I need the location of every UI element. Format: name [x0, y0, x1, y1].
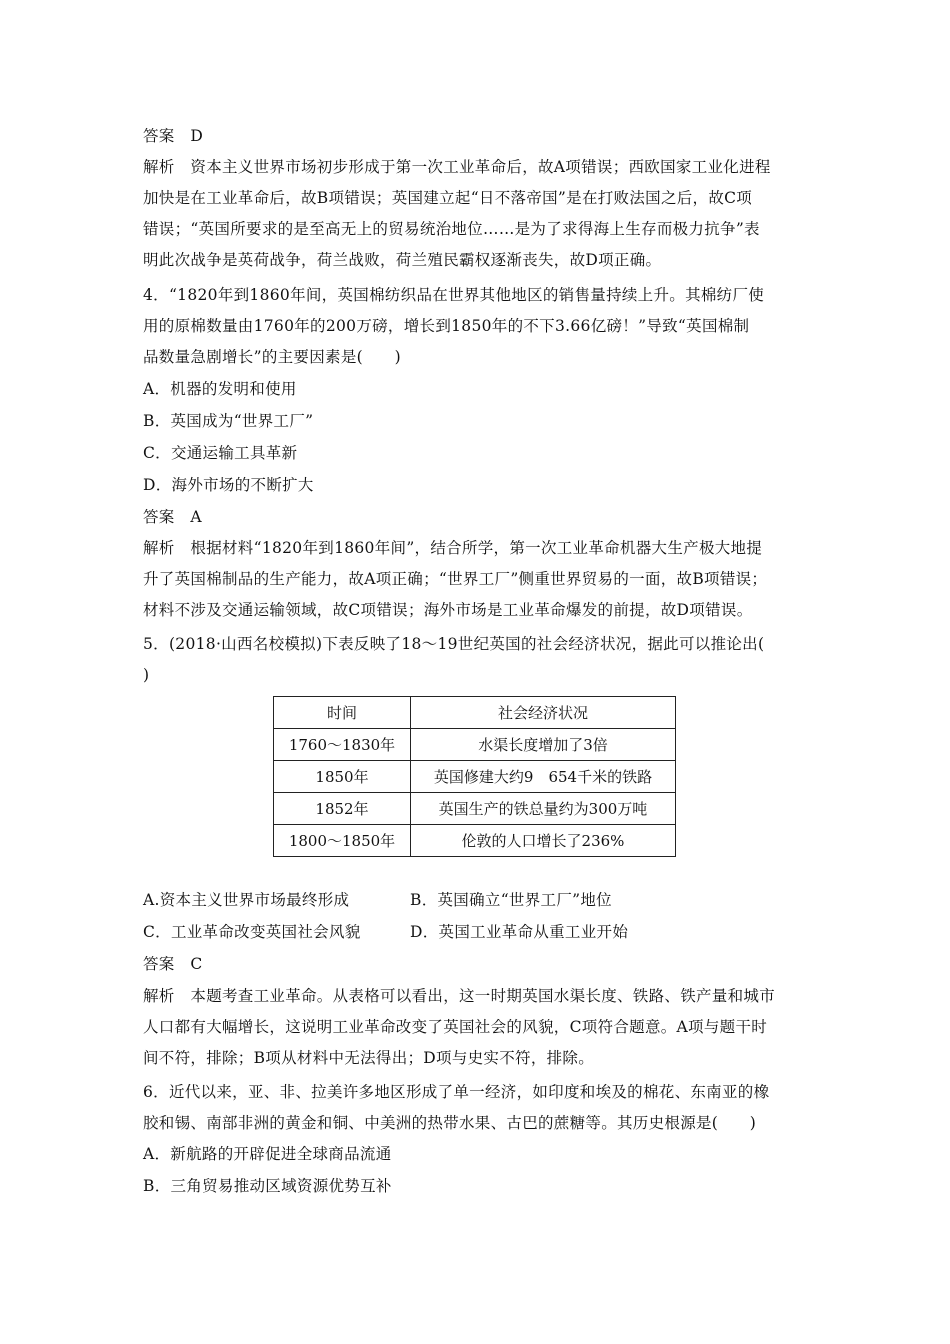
q5-analysis-line: 间不符，排除；B项从材料中无法得出；D项与史实不符，排除。: [143, 1049, 595, 1067]
table-cell: 1852年: [274, 793, 411, 825]
q6-option-a: A．新航路的开辟促进全球商品流通: [143, 1145, 392, 1163]
q3-analysis-line: 错误；“英国所要求的是至高无上的贸易统治地位……是为了求得海上生存而极力抗争”表: [143, 220, 760, 238]
table-cell: 1800～1850年: [274, 825, 411, 857]
q4-stem-line: 用的原棉数量由1760年的200万磅，增长到1850年的不下3.66亿磅！”导致“英国棉制: [143, 317, 750, 335]
table-header-cell: 社会经济状况: [411, 697, 676, 729]
q3-analysis-line: 解析 资本主义世界市场初步形成于第一次工业革命后，故A项错误；西欧国家工业化进程: [143, 158, 771, 176]
q4-analysis-line: 升了英国棉制品的生产能力，故A项正确；“世界工厂”侧重世界贸易的一面，故B项错误；: [143, 570, 768, 588]
q4-option-c: C．交通运输工具革新: [143, 444, 298, 462]
q5-option-a: A.资本主义世界市场最终形成: [143, 891, 350, 909]
q4-analysis-line: 材料不涉及交通运输领域，故C项错误；海外市场是工业革命爆发的前提，故D项错误。: [143, 601, 753, 619]
q5-stem-line: ): [143, 666, 150, 684]
q6-stem-line: 胶和锡、南部非洲的黄金和铜、中美洲的热带水果、古巴的蔗糖等。其历史根源是( ): [143, 1114, 757, 1132]
q3-analysis-line: 加快是在工业革命后，故B项错误；英国建立起“日不落帝国”是在打败法国之后，故C项: [143, 189, 753, 207]
q4-answer: 答案 A: [143, 508, 202, 526]
table-cell: 伦敦的人口增长了236%: [411, 825, 676, 857]
table-cell: 1850年: [274, 761, 411, 793]
q4-analysis-line: 解析 根据材料“1820年到1860年间”，结合所学，第一次工业革命机器大生产极大地提: [143, 539, 763, 557]
q5-option-d: D．英国工业革命从重工业开始: [410, 923, 629, 941]
table-cell: 1760～1830年: [274, 729, 411, 761]
table-row: [274, 793, 676, 825]
table-cell: 英国修建大约9 654千米的铁路: [411, 761, 676, 793]
q5-analysis-line: 解析 本题考查工业革命。从表格可以看出，这一时期英国水渠长度、铁路、铁产量和城市: [143, 987, 776, 1005]
q4-option-d: D．海外市场的不断扩大: [143, 476, 314, 494]
table-row: [274, 729, 676, 761]
q4-option-b: B．英国成为“世界工厂”: [143, 412, 314, 430]
q5-option-c: C．工业革命改变英国社会风貌: [143, 923, 361, 941]
q5-answer: 答案 C: [143, 955, 203, 973]
q4-stem-line: 品数量急剧增长”的主要因素是( ): [143, 348, 401, 366]
q3-analysis-line: 明此次战争是英荷战争，荷兰战败，荷兰殖民霸权逐渐丧失，故D项正确。: [143, 251, 662, 269]
q5-analysis-line: 人口都有大幅增长，这说明工业革命改变了英国社会的风貌，C项符合题意。A项与题干时: [143, 1018, 768, 1036]
table-row: [274, 825, 676, 857]
table-header-row: [274, 697, 676, 729]
table-cell: 英国生产的铁总量约为300万吨: [411, 793, 676, 825]
q4-option-a: A．机器的发明和使用: [143, 380, 297, 398]
q4-stem-line: 4．“1820年到1860年间，英国棉纺织品在世界其他地区的销售量持续上升。其棉纺厂使: [143, 286, 765, 304]
q5-option-b: B．英国确立“世界工厂”地位: [410, 891, 612, 909]
q6-stem-line: 6．近代以来，亚、非、拉美许多地区形成了单一经济，如印度和埃及的棉花、东南亚的橡: [143, 1083, 770, 1101]
table-header-cell: 时间: [274, 697, 411, 729]
table-row: [274, 761, 676, 793]
table-cell: 水渠长度增加了3倍: [411, 729, 676, 761]
economy-table: [273, 696, 676, 857]
q3-answer: 答案 D: [143, 127, 204, 145]
q6-option-b: B．三角贸易推动区域资源优势互补: [143, 1177, 392, 1195]
q5-stem-line: 5．(2018·山西名校模拟)下表反映了18～19世纪英国的社会经济状况，据此可以推论出(: [143, 635, 765, 653]
